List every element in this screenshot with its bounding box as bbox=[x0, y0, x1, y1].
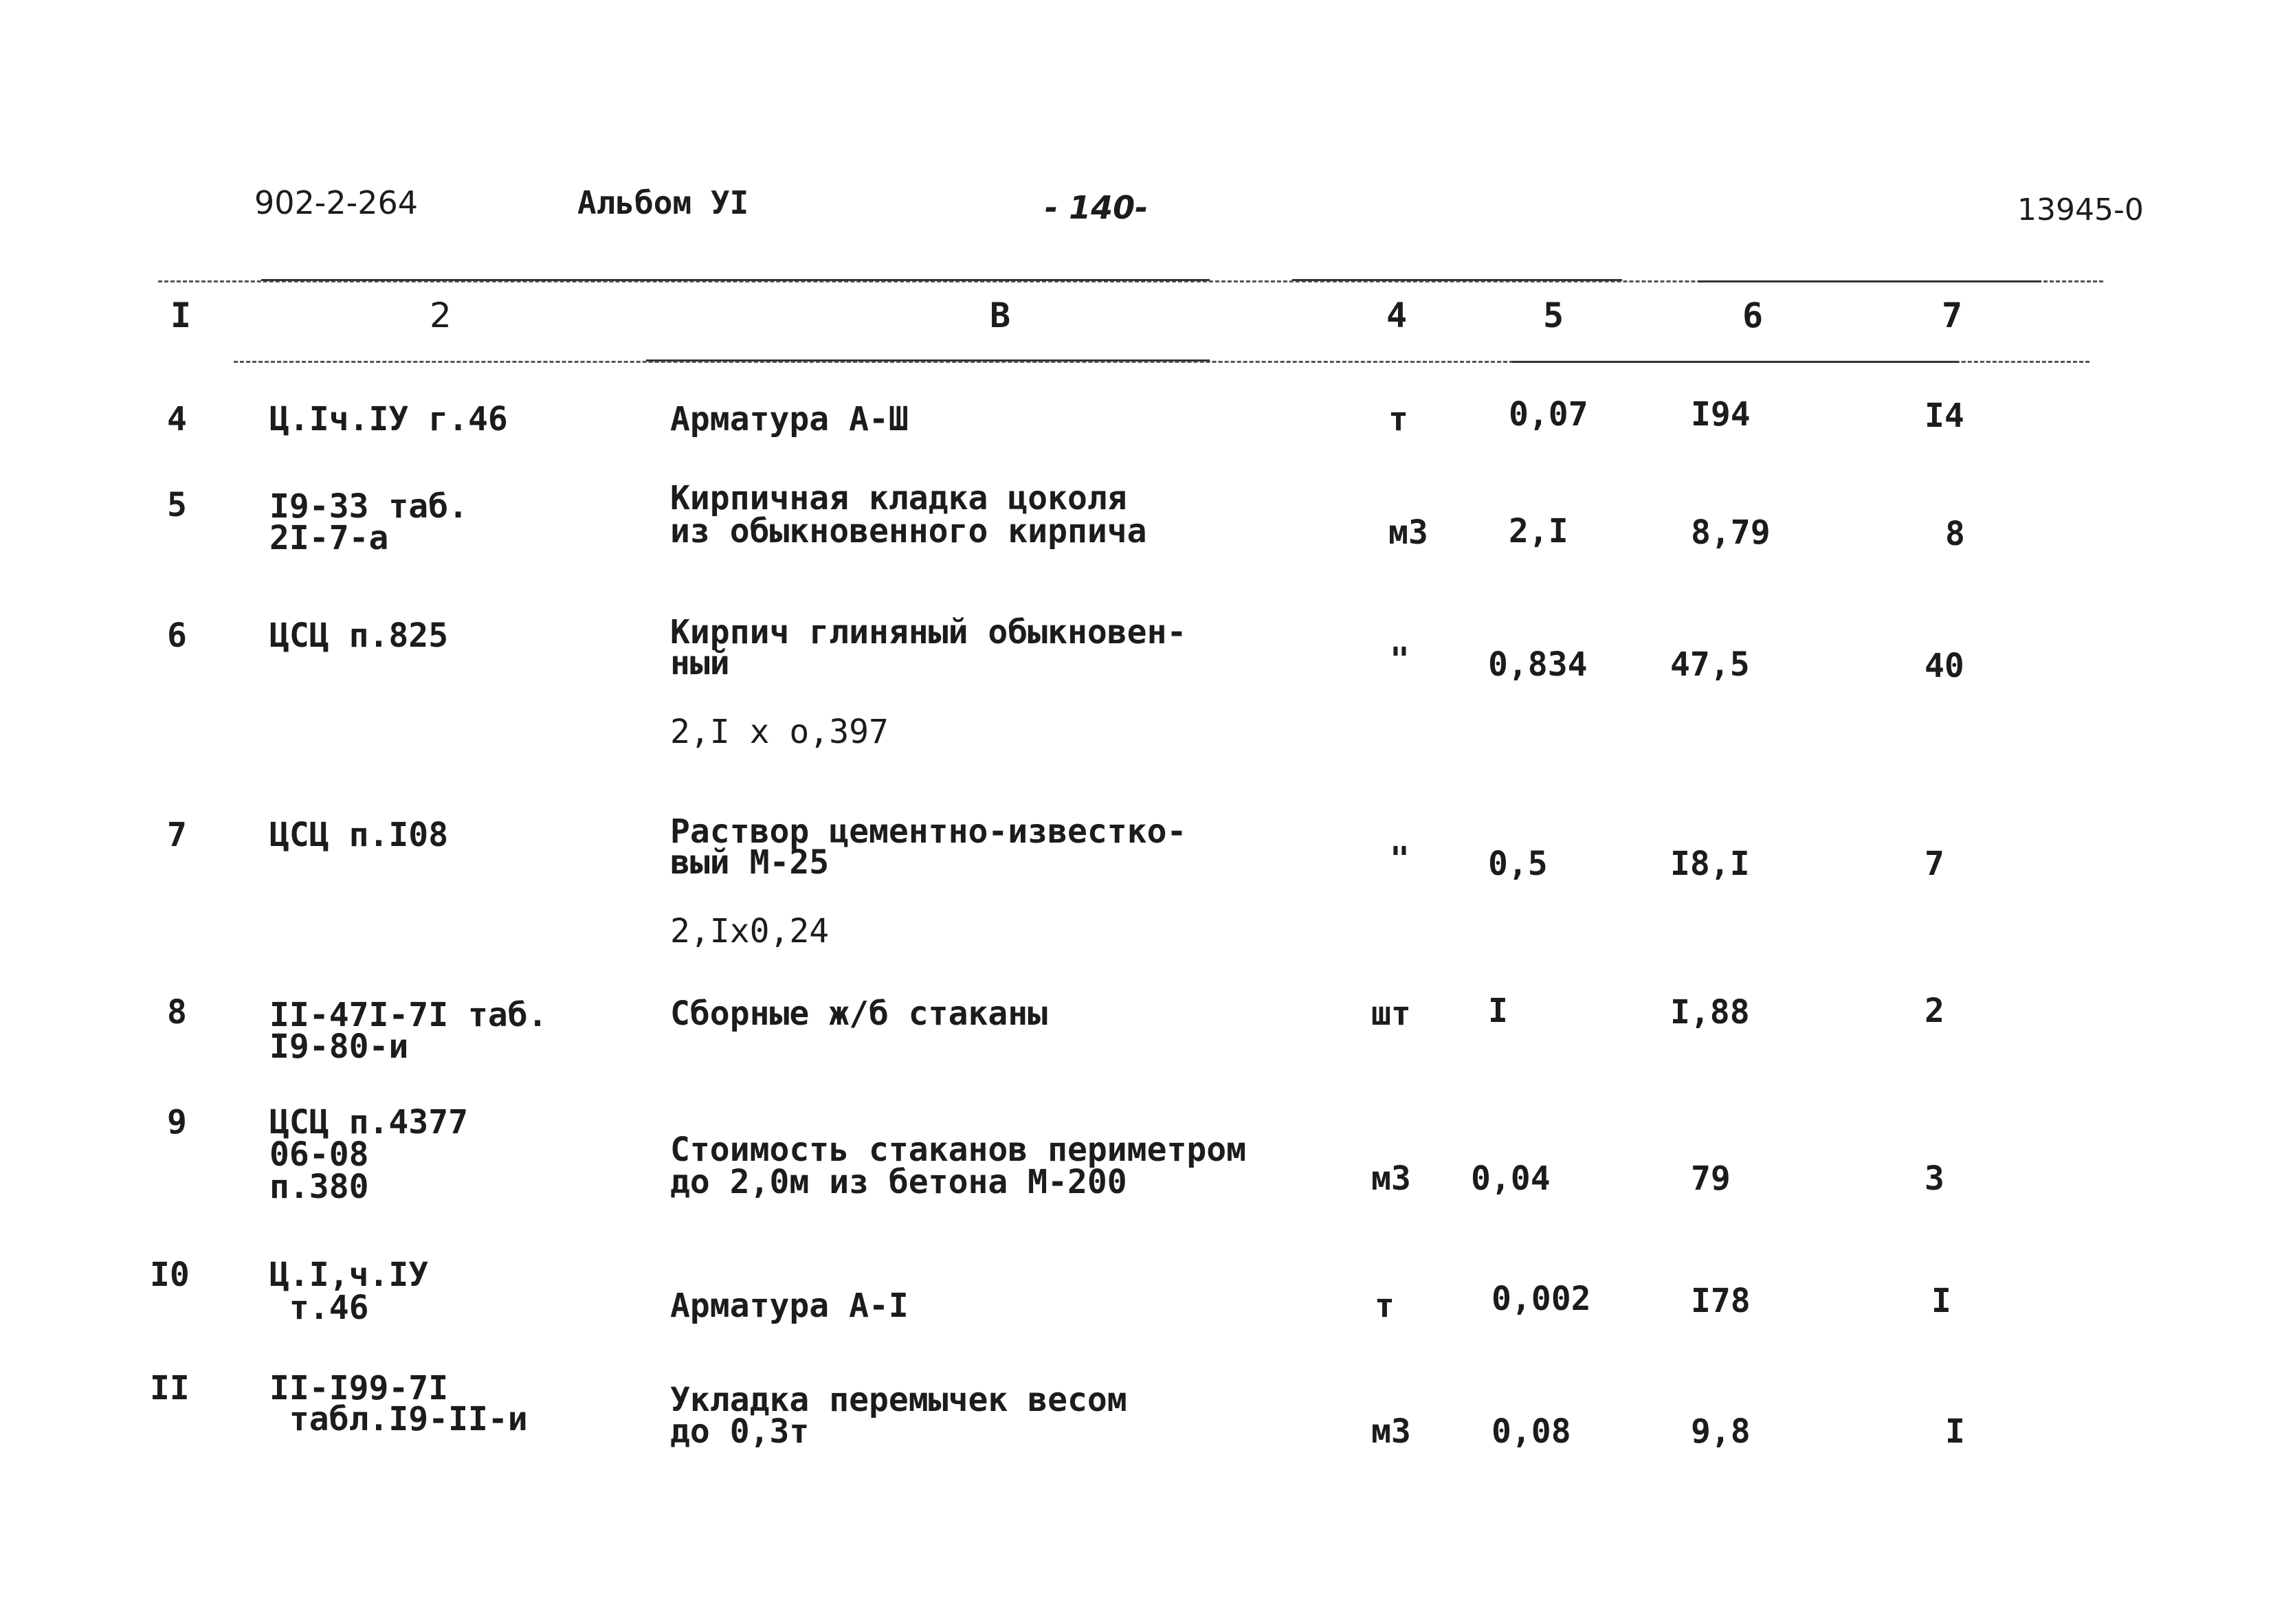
work-description: вый М-25 bbox=[670, 843, 830, 882]
row-number: II bbox=[150, 1369, 190, 1408]
quantity: 0,002 bbox=[1492, 1280, 1591, 1318]
unit: т bbox=[1388, 400, 1408, 438]
source-reference: II-47I-7I таб. bbox=[269, 996, 548, 1034]
unit: т bbox=[1375, 1287, 1395, 1325]
source-reference: 2I-7-а bbox=[269, 519, 389, 557]
page-number: - 140- bbox=[1045, 189, 1149, 226]
work-description: Арматура А-Ш bbox=[670, 400, 909, 438]
unit: м3 bbox=[1388, 513, 1428, 552]
document-code: 902-2-264 bbox=[254, 184, 419, 221]
total-cost: 40 bbox=[1925, 647, 1964, 685]
column-header-1: I bbox=[170, 296, 192, 335]
source-reference: Ц.Iч.IУ г.46 bbox=[269, 400, 508, 438]
calculation: 2,I х о,397 bbox=[670, 713, 889, 751]
total-cost: 8 bbox=[1945, 515, 1965, 553]
source-reference: I9-80-и bbox=[269, 1027, 409, 1066]
work-description: до 0,3т bbox=[670, 1412, 810, 1451]
unit-price: 47,5 bbox=[1670, 645, 1750, 684]
unit: " bbox=[1390, 641, 1410, 679]
row-number: 4 bbox=[167, 400, 187, 438]
row-number: 5 bbox=[167, 486, 187, 524]
unit-price: I94 bbox=[1691, 395, 1751, 434]
unit: " bbox=[1390, 840, 1410, 878]
source-reference: ЦСЦ п.825 bbox=[269, 616, 449, 655]
unit: м3 bbox=[1371, 1159, 1411, 1198]
row-number: 6 bbox=[167, 616, 187, 655]
unit-price: I,88 bbox=[1670, 993, 1750, 1032]
total-cost: I bbox=[1945, 1412, 1965, 1451]
column-header-2: 2 bbox=[430, 296, 452, 335]
unit: м3 bbox=[1371, 1412, 1411, 1451]
sheet-code: 13945-0 bbox=[2017, 192, 2144, 227]
work-description: Раствор цементно-известко- bbox=[670, 812, 1187, 851]
quantity: 0,08 bbox=[1492, 1412, 1571, 1451]
quantity: 0,04 bbox=[1471, 1159, 1551, 1198]
column-header-6: 6 bbox=[1742, 296, 1764, 335]
total-cost: I bbox=[1931, 1282, 1951, 1320]
unit: шт bbox=[1371, 994, 1411, 1033]
work-description: ный bbox=[670, 644, 730, 682]
work-description: Кирпич глиняный обыкновен- bbox=[670, 613, 1187, 652]
total-cost: I4 bbox=[1925, 397, 1964, 435]
work-description: до 2,0м из бетона М-200 bbox=[670, 1163, 1127, 1201]
album-label: Альбом УI bbox=[577, 184, 749, 221]
row-number: 9 bbox=[167, 1103, 187, 1142]
quantity: 0,834 bbox=[1488, 645, 1588, 684]
header-top-rule-solid-3 bbox=[1698, 280, 2041, 282]
source-reference: т.46 bbox=[269, 1289, 369, 1327]
source-reference: I9-33 таб. bbox=[269, 487, 468, 526]
quantity: 0,5 bbox=[1488, 845, 1548, 883]
source-reference: ЦСЦ п.I08 bbox=[269, 816, 449, 854]
total-cost: 2 bbox=[1925, 992, 1944, 1030]
work-description: Сборные ж/б стаканы bbox=[670, 994, 1048, 1033]
source-reference: Ц.I,ч.IУ bbox=[269, 1256, 429, 1294]
column-header-4: 4 bbox=[1386, 296, 1408, 335]
calculation: 2,Iх0,24 bbox=[670, 912, 830, 950]
row-number: 8 bbox=[167, 993, 187, 1032]
header-bottom-rule-solid bbox=[646, 359, 1210, 361]
work-description: Кирпичная кладка цоколя bbox=[670, 479, 1127, 518]
column-header-7: 7 bbox=[1942, 296, 1963, 335]
source-reference: табл.I9-II-и bbox=[269, 1400, 528, 1438]
header-top-rule-solid bbox=[261, 279, 1210, 281]
source-reference: п.380 bbox=[269, 1168, 369, 1206]
work-description: из обыкновенного кирпича bbox=[670, 512, 1147, 550]
quantity: 2,I bbox=[1509, 512, 1568, 550]
column-header-3: В bbox=[990, 296, 1011, 335]
header-bottom-rule-solid-2 bbox=[1512, 361, 1959, 363]
source-reference: 06-08 bbox=[269, 1135, 369, 1174]
column-header-5: 5 bbox=[1543, 296, 1564, 335]
total-cost: 7 bbox=[1925, 845, 1944, 883]
unit-price: 9,8 bbox=[1691, 1412, 1751, 1451]
row-number: 7 bbox=[167, 816, 187, 854]
work-description: Укладка перемычек весом bbox=[670, 1381, 1127, 1419]
source-reference: II-I99-7I bbox=[269, 1369, 449, 1408]
unit-price: 8,79 bbox=[1691, 513, 1771, 552]
unit-price: I8,I bbox=[1670, 845, 1750, 883]
work-description: Арматура А-I bbox=[670, 1287, 909, 1325]
row-number: I0 bbox=[150, 1256, 190, 1294]
quantity: 0,07 bbox=[1509, 395, 1588, 434]
unit-price: I78 bbox=[1691, 1282, 1751, 1320]
source-reference: ЦСЦ п.4377 bbox=[269, 1103, 468, 1142]
header-top-rule-solid-2 bbox=[1292, 279, 1622, 281]
quantity: I bbox=[1488, 992, 1508, 1030]
work-description: Стоимость стаканов периметром bbox=[670, 1131, 1247, 1169]
unit-price: 79 bbox=[1691, 1159, 1731, 1198]
total-cost: 3 bbox=[1925, 1159, 1944, 1198]
